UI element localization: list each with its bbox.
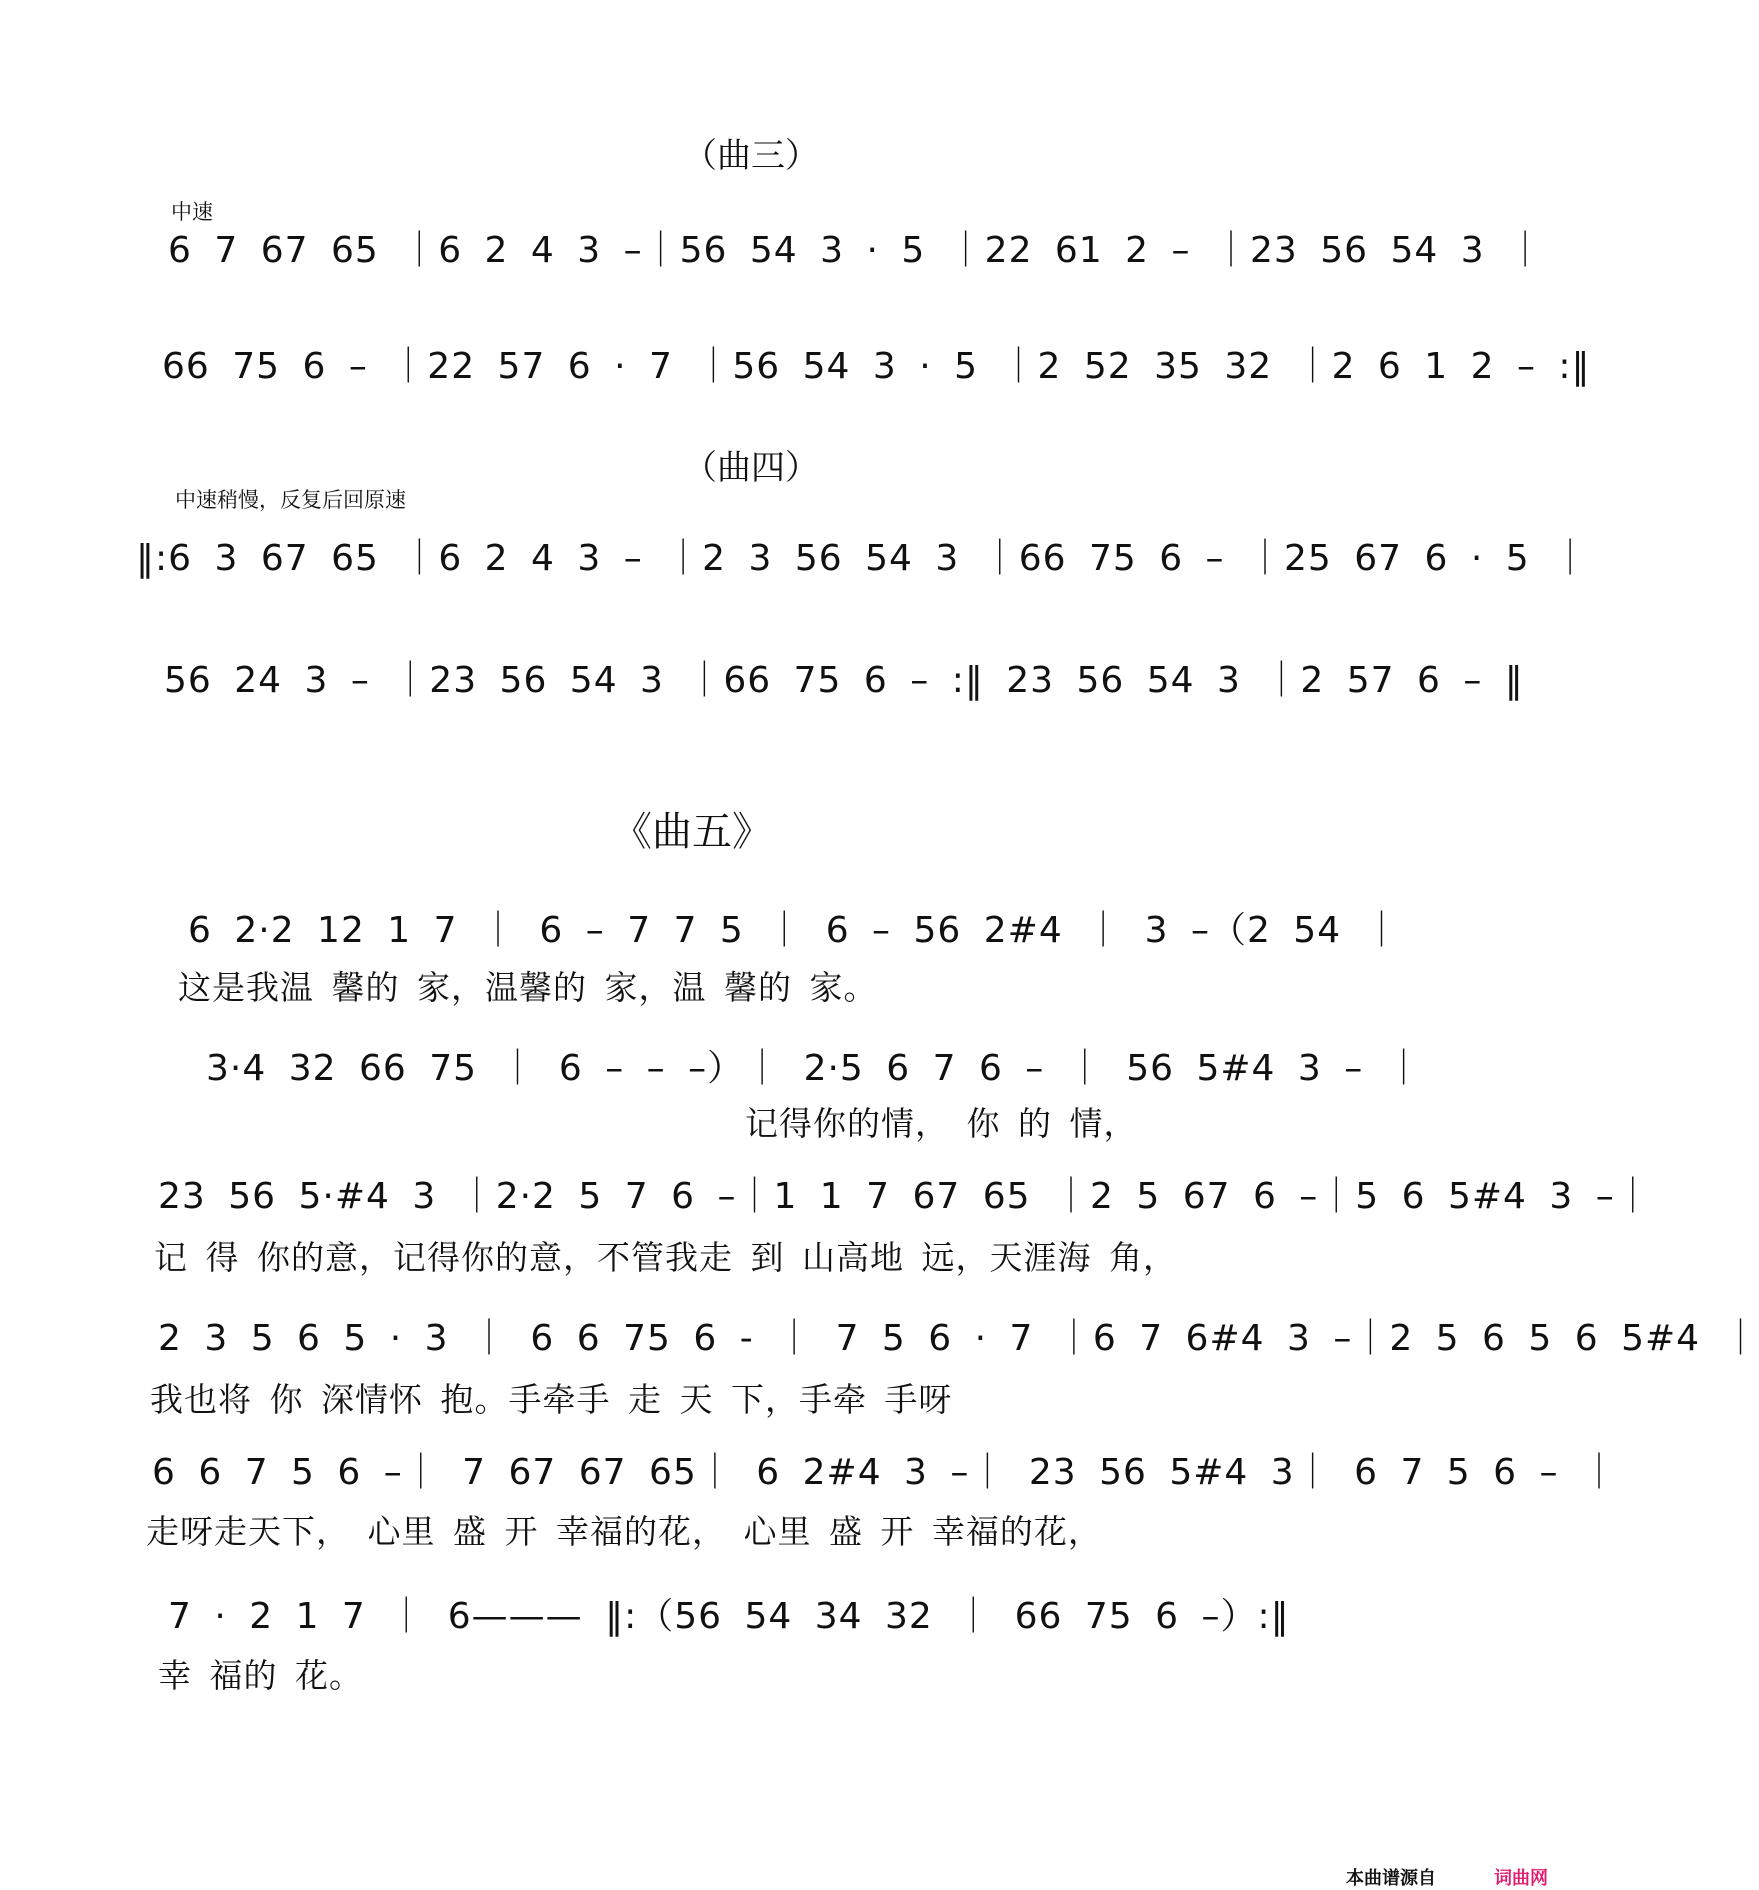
song5-notes-row-1: 6 2·2 12 1 7 ｜ 6 – 7 7 5 ｜ 6 – 56 2#4 ｜ 3 –（2 54 ｜ bbox=[188, 910, 1401, 951]
song4-line-1: ‖:6 3 67 65 ｜6 2 4 3 – ｜2 3 56 54 3 ｜66 75 6 – ｜25 67 6 · 5 ｜ bbox=[136, 538, 1590, 579]
song5-lyric-row-4: 我也将 你 深情怀 抱。手牵手 走 天 下，手牵 手呀 bbox=[150, 1380, 953, 1419]
song5-notes-row-5: 6 6 7 5 6 –｜ 7 67 67 65｜ 6 2#4 3 –｜ 23 56 5#4 3｜ 6 7 5 6 – ｜ bbox=[152, 1452, 1618, 1493]
song5-lyric-row-2: 记得你的情， 你 的 情， bbox=[745, 1104, 1138, 1143]
song4-title: （曲四） bbox=[683, 448, 819, 488]
song5-lyric-row-1: 这是我温 馨的 家，温馨的 家，温 馨的 家。 bbox=[178, 968, 878, 1007]
footer-site-logo: 词曲网 bbox=[1494, 1868, 1548, 1888]
song5-lyric-row-6: 幸 福的 花。 bbox=[158, 1656, 363, 1695]
song5-notes-row-2: 3·4 32 66 75 ｜ 6 – – –）｜ 2·5 6 7 6 – ｜ 56 5#4 3 – ｜ bbox=[206, 1048, 1423, 1089]
song5-notes-row-4: 2 3 5 6 5 · 3 ｜ 6 6 75 6 - ｜ 7 5 6 · 7 ｜6 7 6#4 3 –｜2 5 6 5 6 5#4 ｜ bbox=[158, 1318, 1759, 1359]
song3-title: （曲三） bbox=[683, 136, 819, 176]
song5-lyric-row-3: 记 得 你的意，记得你的意，不管我走 到 山高地 远，天涯海 角， bbox=[154, 1238, 1177, 1277]
song4-line-2: 56 24 3 – ｜23 56 54 3 ｜66 75 6 – :‖ 23 56 54 3 ｜2 57 6 – ‖ bbox=[164, 660, 1524, 701]
song4-tempo: 中速稍慢，反复后回原速 bbox=[175, 488, 406, 512]
footer-source: 本曲谱源自 bbox=[1346, 1868, 1436, 1888]
song5-notes-row-3: 23 56 5·#4 3 ｜2·2 5 7 6 –｜1 1 7 67 65 ｜2 5 67 6 –｜5 6 5#4 3 –｜ bbox=[158, 1176, 1652, 1217]
song5-notes-row-6: 7 · 2 1 7 ｜ 6——— ‖:（56 54 34 32 ｜ 66 75 6 –）:‖ bbox=[168, 1596, 1290, 1637]
song3-tempo: 中速 bbox=[171, 200, 213, 224]
song5-lyric-row-5: 走呀走天下， 心里 盛 开 幸福的花， 心里 盛 开 幸福的花， bbox=[146, 1512, 1102, 1551]
song5-title: 《曲五》 bbox=[612, 809, 772, 855]
song3-line-1: 6 7 67 65 ｜6 2 4 3 –｜56 54 3 · 5 ｜22 61 2 – ｜23 56 54 3 ｜ bbox=[168, 230, 1545, 271]
song3-line-2: 66 75 6 – ｜22 57 6 · 7 ｜56 54 3 · 5 ｜2 52 35 32 ｜2 6 1 2 – :‖ bbox=[162, 346, 1591, 387]
